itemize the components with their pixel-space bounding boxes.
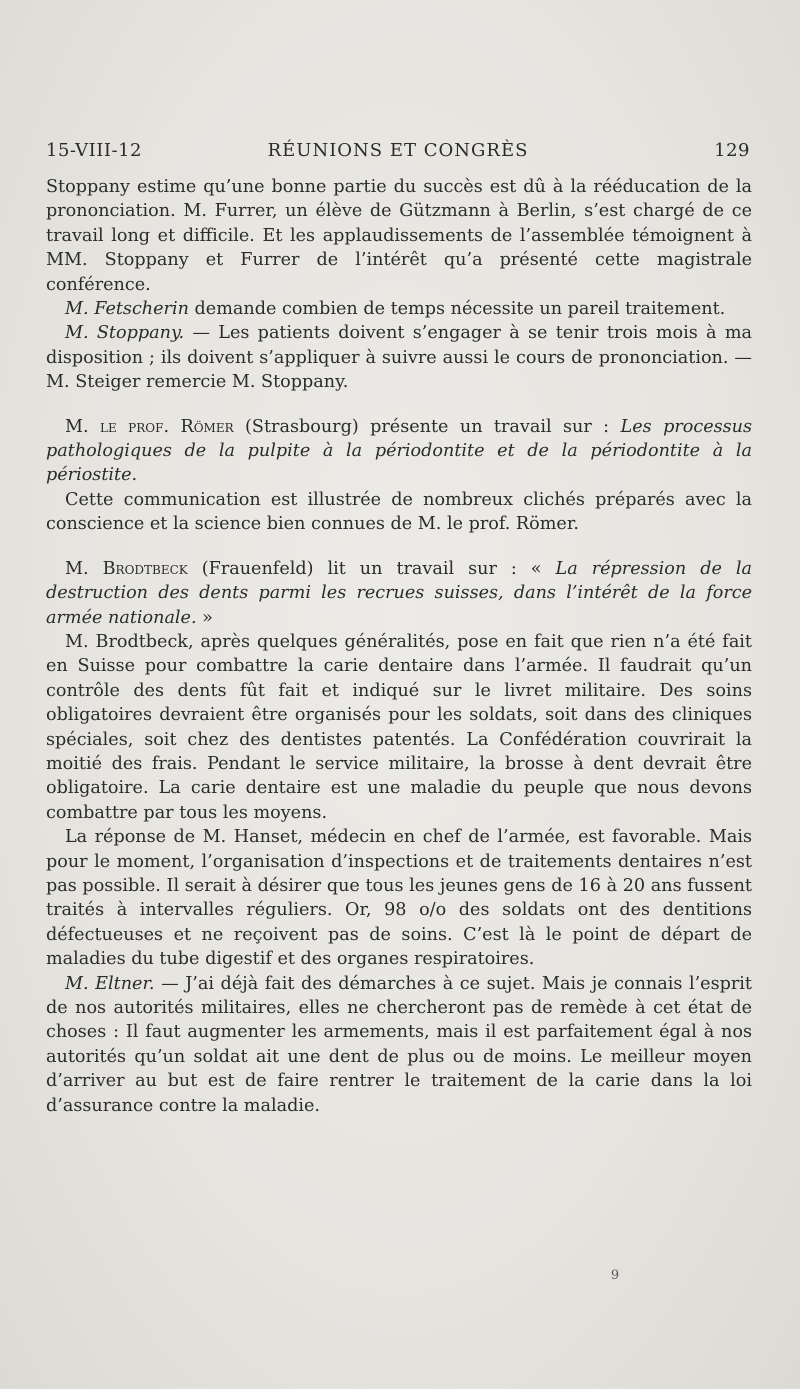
speaker-name: M. Stoppany. [65,323,185,344]
paragraph-brodtbeck-summary: M. Brodtbeck, après quelques généralités, pose en fait que rien n’a été fait en Suisse pour combattre la carie dentaire dans l’armée. Il faudrait qu’un contrôle des dents fût fait et indiqué sur le livret militaire. Des soins obligatoires devraient être organisés pour les soldats, soit dans des cliniques spéciales, soit chez des dentistes patentés. La Confédération couvrirait la moitié des frais. Pendant le service militaire, la brosse à dent devrait être obligatoire. La carie dentaire est une maladie du peuple que nous devons combattre par tous les moyens. [46,631,752,823]
running-header [46,140,750,166]
paragraph-stoppany-conclusion: Stoppany estime qu’une bonne partie du succès est dû à la rééducation de la prononciation. M. Furrer, un élève de Gützmann à Berlin, s’est chargé de ce travail long et difficile. Et les applaudissements de l’assemblée témoignent à MM. Stoppany et Furrer de l’intérêt qu’a présenté cette magistrale conférence. [46,177,752,295]
name-rest: ömer [193,416,234,437]
work-title: La répression de la destruction des dents parmi les recrues suisses, dans l’intérêt de la force armée nationale. [46,558,752,628]
page-body [46,175,752,1118]
paragraph-fetscherin-question [46,297,752,321]
paragraph-romer-communication: Cette communication est illustrée de nombreux clichés préparés avec la conscience et la science bien connues de M. le prof. Römer. [46,489,752,535]
name-rest: rodtbeck [115,558,188,579]
signature-mark: 9 [610,1268,620,1283]
paragraph-text: (Frauenfeld) lit un travail sur : « [187,558,556,579]
name-initial: R [169,416,194,437]
speaker-name: M. Eltner. [65,973,155,994]
paragraph-hanset-response: La réponse de M. Hanset, médecin en chef de l’armée, est favorable. Mais pour le moment, l’organisation d’inspections et de traitements dentaires n’est pas possible. Il serait à désirer que tous les jeunes gens de 16 à 20 ans fussent traités à intervalles réguliers. Or, 98 o/o des soldats ont des dentitions défectueuses et ne reçoivent pas de soins. C’est là le point de départ de maladies du tube digestif et des organes respiratoires. [46,827,752,970]
page-number: 129 [714,140,750,161]
prefix: M. [65,416,101,437]
speaker-name: M. Fetscherin [65,299,189,320]
paragraph-text: (Strasbourg) présente un travail sur : [233,416,621,437]
title: le prof. [100,416,170,437]
header-date: 15-VIII-12 [46,140,142,161]
paragraph-text: demande combien de temps nécessite un pareil traitement. [188,299,726,320]
header-title: RÉUNIONS ET CONGRÈS [267,140,529,161]
paragraph-romer-presentation [46,415,752,488]
prefix: M. B [65,558,116,579]
paragraph-eltner-remark [46,972,752,1118]
paragraph-text: — Les patients doivent s’engager à se tenir trois mois à ma disposition ; ils doivent s’appliquer à suivre aussi le cours de prononciation. — M. Steiger remercie M. Stoppany. [46,323,752,393]
paragraph-brodtbeck-presentation [46,557,752,630]
paragraph-stoppany-reply [46,321,752,394]
work-title: Les processus pathologiques de la pulpite à la périodontite et de la périodontite à la périostite. [46,416,753,486]
closing-quote: » [196,607,213,628]
paragraph-text: — J’ai déjà fait des démarches à ce sujet. Mais je connais l’esprit de nos autorités militaires, elles ne chercheront pas de remède à cet état de choses : Il faut augmenter les armements, mais il est parfaitement égal à nos autorités qu’un soldat ait une dent de plus ou de moins. Le meilleur moyen d’arriver au but est de faire rentrer le traitement de la carie dans la loi d’assurance contre la maladie. [46,973,752,1116]
